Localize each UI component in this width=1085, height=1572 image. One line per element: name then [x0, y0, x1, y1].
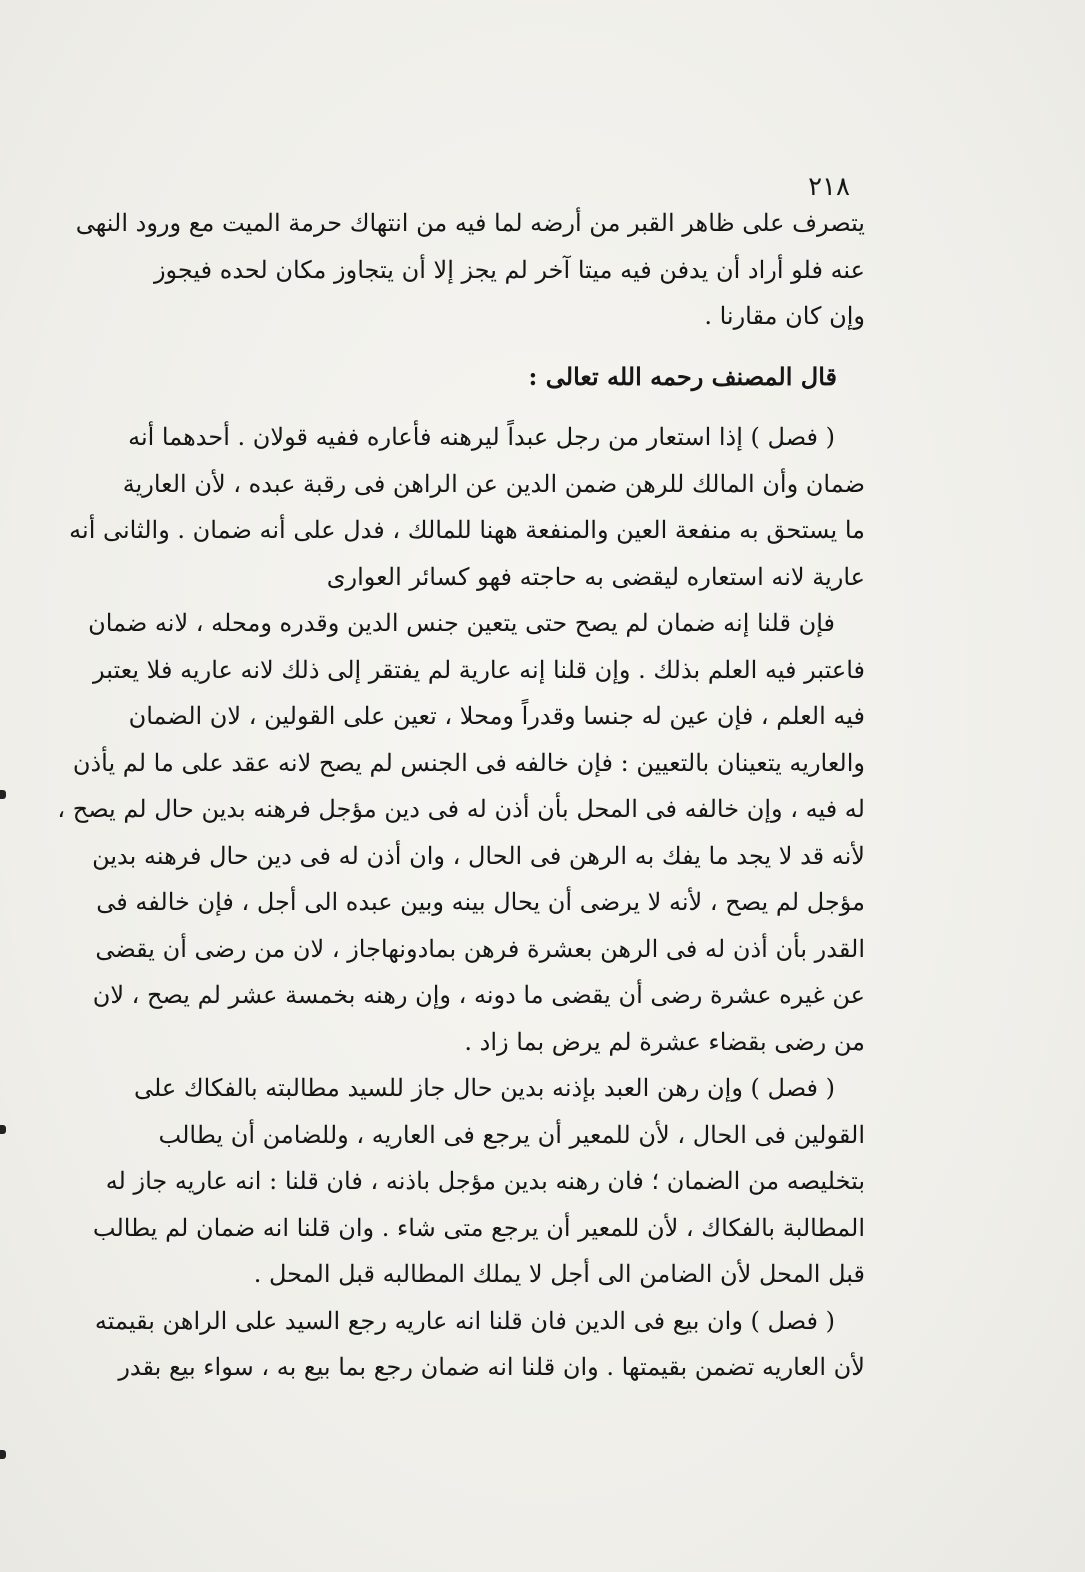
text-line: ضمان وأن المالك للرهن ضمن الدين عن الراهن فى رقبة عبده ، لأن العارية: [122, 469, 865, 498]
text-line: لأن العاريه تضمن بقيمتها . وان قلنا انه ضمان رجع بما بيع به ، سواء بيع بقدر: [118, 1353, 865, 1381]
text-line: لأنه قد لا يجد ما يفك به الرهن فى الحال ، وان أذن له فى دين حال فرهنه بدين: [92, 841, 865, 870]
text-line: المطالبة بالفكاك ، لأن للمعير أن يرجع متى شاء . وان قلنا انه ضمان لم يطالب: [92, 1213, 865, 1242]
paragraph-section-2: [92, 1065, 865, 1298]
text-line: ما يستحق به منفعة العين والمنفعة ههنا للمالك ، فدل على أنه ضمان . والثانى أنه: [69, 516, 865, 544]
text-line: عنه فلو أراد أن يدفن فيه ميتا آخر لم يجز إلا أن يتجاوز مكان لحده فيجوز: [153, 255, 865, 284]
scan-edge-mark: [0, 1125, 6, 1134]
text-line: يتصرف على ظاهر القبر من أرضه لما فيه من انتهاك حرمة الميت مع ورود النهى: [75, 209, 865, 237]
text-line: فاعتبر فيه العلم بذلك . وإن قلنا إنه عارية لم يفتقر إلى ذلك لانه عاريه فلا يعتبر: [93, 655, 865, 684]
text-line: عارية لانه استعاره ليقضى به حاجته فهو كسائر العوارى: [326, 562, 865, 591]
text-line: فإن قلنا إنه ضمان لم يصح حتى يتعين جنس الدين وقدره ومحله ، لانه ضمان: [88, 609, 835, 637]
text-line: قبل المحل لأن الضامن الى أجل لا يملك المطالبه قبل المحل .: [253, 1260, 865, 1288]
text-line: القولين فى الحال ، لأن للمعير أن يرجع فى العاريه ، وللضامن أن يطالب: [158, 1120, 865, 1149]
paragraph-section-3: [94, 1298, 865, 1391]
text-line: عن غيره عشرة رضى أن يقضى ما دونه ، وإن رهنه بخمسة عشر لم يصح ، لان: [92, 981, 865, 1009]
scan-edge-mark: [0, 790, 6, 799]
text-line: والعاريه يتعينان بالتعيين : فإن خالفه فى الجنس لم يصح لانه عقد على ما لم يأذن: [72, 748, 865, 777]
paragraph-continuation: [75, 200, 865, 340]
text-body: [57, 200, 865, 1391]
paragraph-body: [57, 600, 865, 1065]
text-line: ( فصل ) وان بيع فى الدين فان قلنا انه عاريه رجع السيد على الراهن بقيمته: [94, 1306, 835, 1335]
paragraph-section-1: [69, 414, 865, 600]
text-line: من رضى بقضاء عشرة لم يرض بما زاد .: [464, 1027, 865, 1056]
text-line: ( فصل ) وإن رهن العبد بإذنه بدين حال جاز للسيد مطالبته بالفكاك على: [133, 1074, 835, 1102]
scan-edge-mark: [0, 1450, 6, 1459]
author-heading: [160, 354, 865, 401]
text-line: القدر بأن أذن له فى الرهن بعشرة فرهن بمادونهاجاز ، لان من رضى أن يقضى: [95, 934, 865, 963]
text-line: وإن كان مقارنا .: [704, 302, 865, 330]
text-line: له فيه ، وإن خالفه فى المحل بأن أذن له فى دين مؤجل فرهنه بدين حال لم يصح ،: [57, 795, 865, 823]
text-line: فيه العلم ، فإن عين له جنسا وقدراً ومحلا ، تعين على القولين ، لان الضمان: [128, 702, 865, 730]
text-line: ( فصل ) إذا استعار من رجل عبداً ليرهنه فأعاره ففيه قولان . أحدهما أنه: [128, 423, 835, 451]
text-line: مؤجل لم يصح ، لأنه لا يرضى أن يحال بينه وبين عبده الى أجل ، فإن خالفه فى: [96, 888, 865, 916]
page-number: ٢١٨: [808, 172, 850, 202]
text-line: بتخليصه من الضمان ؛ فان رهنه بدين مؤجل باذنه ، فان قلنا : انه عاريه جاز له: [105, 1167, 865, 1195]
heading-line: قال المصنف رحمه الله تعالى :: [528, 361, 837, 391]
